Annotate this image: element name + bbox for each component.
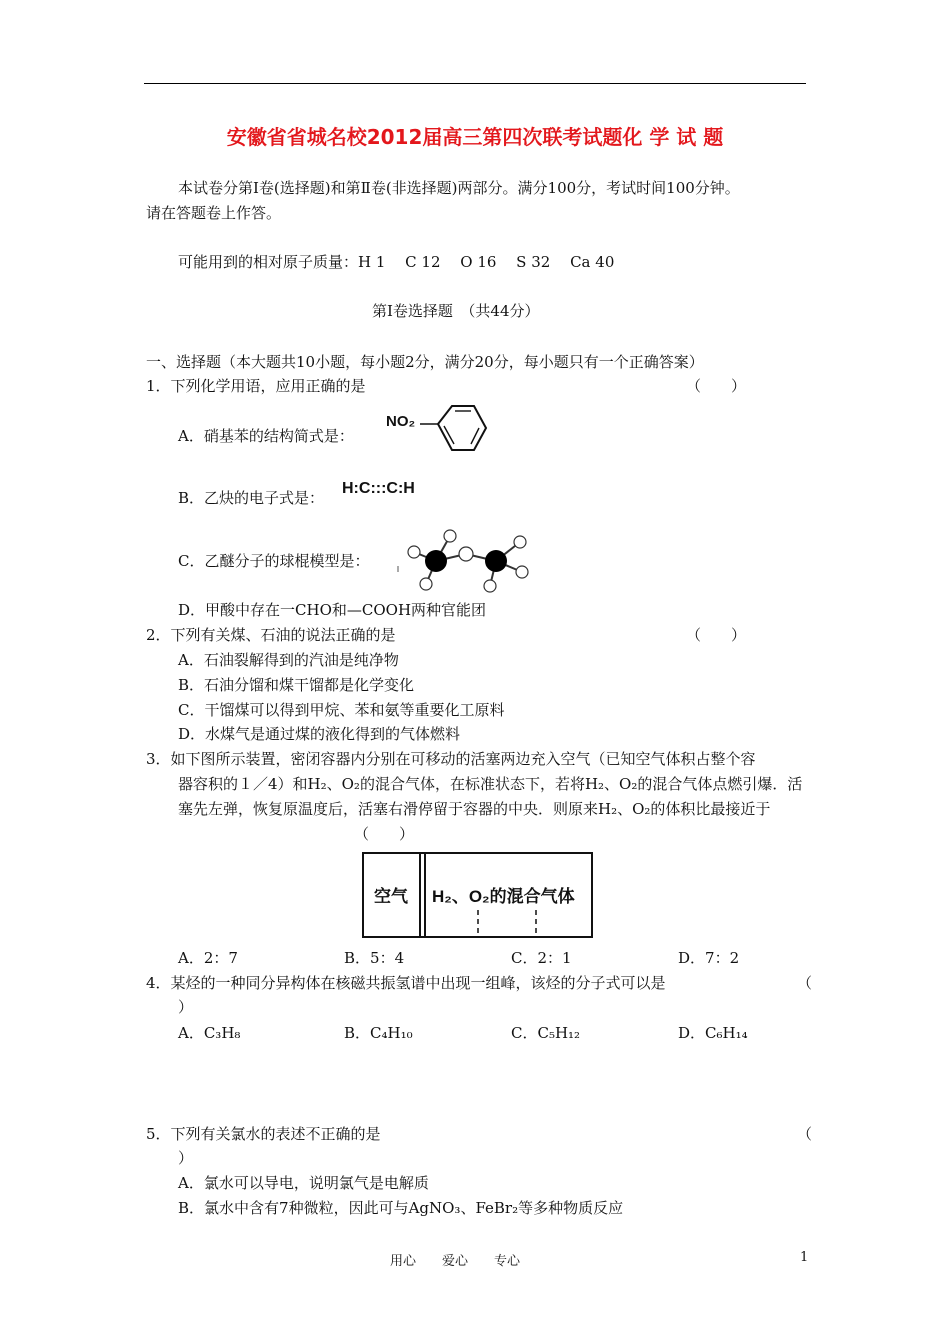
q5-option-a: A．氯水可以导电，说明氯气是电解质 <box>178 1174 429 1192</box>
q2-option-b: B．石油分馏和煤干馏都是化学变化 <box>178 676 415 694</box>
q1-answer-bracket: （ ） <box>686 377 747 395</box>
q4-option-a: A．C₃H₈ <box>178 1024 241 1042</box>
q2-option-a: A．石油裂解得到的汽油是纯净物 <box>178 651 399 669</box>
q3-option-b: B．5：4 <box>344 949 405 967</box>
benzene-ring-icon <box>420 402 490 458</box>
section-instructions: 一、选择题（本大题共10小题，每小题2分，满分20分，每小题只有一个正确答案） <box>146 353 704 371</box>
nitro-label: NO₂ <box>386 413 416 430</box>
q3-option-c: C．2：1 <box>511 949 572 967</box>
page-number: 1 <box>800 1250 809 1265</box>
q4-option-d: D．C₆H₁₄ <box>678 1024 748 1042</box>
q1-option-a: A．硝基苯的结构简式是： <box>178 427 354 445</box>
intro-line-2: 请在答题卷上作答。 <box>146 204 282 222</box>
q2-option-c: C．干馏煤可以得到甲烷、苯和氨等重要化工原料 <box>178 701 505 719</box>
q2-answer-bracket: （ ） <box>686 626 747 644</box>
header-rule <box>144 83 806 84</box>
section-heading: 第Ⅰ卷选择题 （共44分） <box>372 302 540 320</box>
q3-stem-line-2: 器容积的１／4）和H₂、O₂的混合气体，在标准状态下，若将H₂、O₂的混合气体点燃引爆．活 <box>178 775 803 793</box>
q4-bracket-close: ） <box>178 998 194 1016</box>
q1-option-b: B．乙炔的电子式是： <box>178 489 325 507</box>
q2-stem: 2．下列有关煤、石油的说法正确的是 <box>146 626 396 644</box>
q4-option-b: B．C₄H₁₀ <box>344 1024 413 1042</box>
q5-bracket-open: （ <box>797 1125 813 1143</box>
q2-option-d: D．水煤气是通过煤的液化得到的气体燃料 <box>178 725 461 743</box>
q1-stem: 1．下列化学用语，应用正确的是 <box>146 377 366 395</box>
gas-mixture-label: H₂、O₂的混合气体 <box>432 887 575 906</box>
q3-option-a: A．2：7 <box>178 949 238 967</box>
exam-title: 安徽省省城名校2012届高三第四次联考试题化 学 试 题 <box>226 125 724 149</box>
q5-option-b: B．氯水中含有7种微粒，因此可与AgNO₃、FeBr₂等多种物质反应 <box>178 1199 624 1217</box>
footer-motto: 用心 爱心 专心 <box>390 1254 521 1269</box>
q4-stem: 4．某烃的一种同分异构体在核磁共振氢谱中出现一组峰，该烃的分子式可以是 <box>146 974 666 992</box>
ether-ball-stick-model-icon <box>392 528 538 598</box>
atomic-masses: 可能用到的相对原子质量：H 1 C 12 O 16 S 32 Ca 40 <box>178 253 615 271</box>
q5-bracket-close: ） <box>178 1149 194 1167</box>
q3-container-diagram <box>362 852 592 938</box>
q3-stem-line-3: 塞先左弹，恢复原温度后，活塞右滑停留于容器的中央．则原来H₂、O₂的体积比最接近于 <box>178 800 771 818</box>
q4-option-c: C．C₅H₁₂ <box>511 1024 581 1042</box>
q1-option-c: C．乙醚分子的球棍模型是： <box>178 552 370 570</box>
intro-line-1: 本试卷分第Ⅰ卷(选择题)和第Ⅱ卷(非选择题)两部分。满分100分，考试时间100分钟。 <box>178 179 740 197</box>
air-label: 空气 <box>374 887 408 906</box>
q3-stem-line-1: 3．如下图所示装置，密闭容器内分别在可移动的活塞两边充入空气（已知空气体积占整个容 <box>146 750 756 768</box>
q1-option-d: D．甲酸中存在一CHO和—COOH两种官能团 <box>178 601 487 619</box>
acetylene-electron-formula: H:C:::C:H <box>342 480 415 497</box>
q4-bracket-open: （ <box>797 974 813 992</box>
q3-option-d: D．7：2 <box>678 949 740 967</box>
q3-answer-bracket: （ ） <box>354 825 415 843</box>
q5-stem: 5．下列有关氯水的表述不正确的是 <box>146 1125 381 1143</box>
